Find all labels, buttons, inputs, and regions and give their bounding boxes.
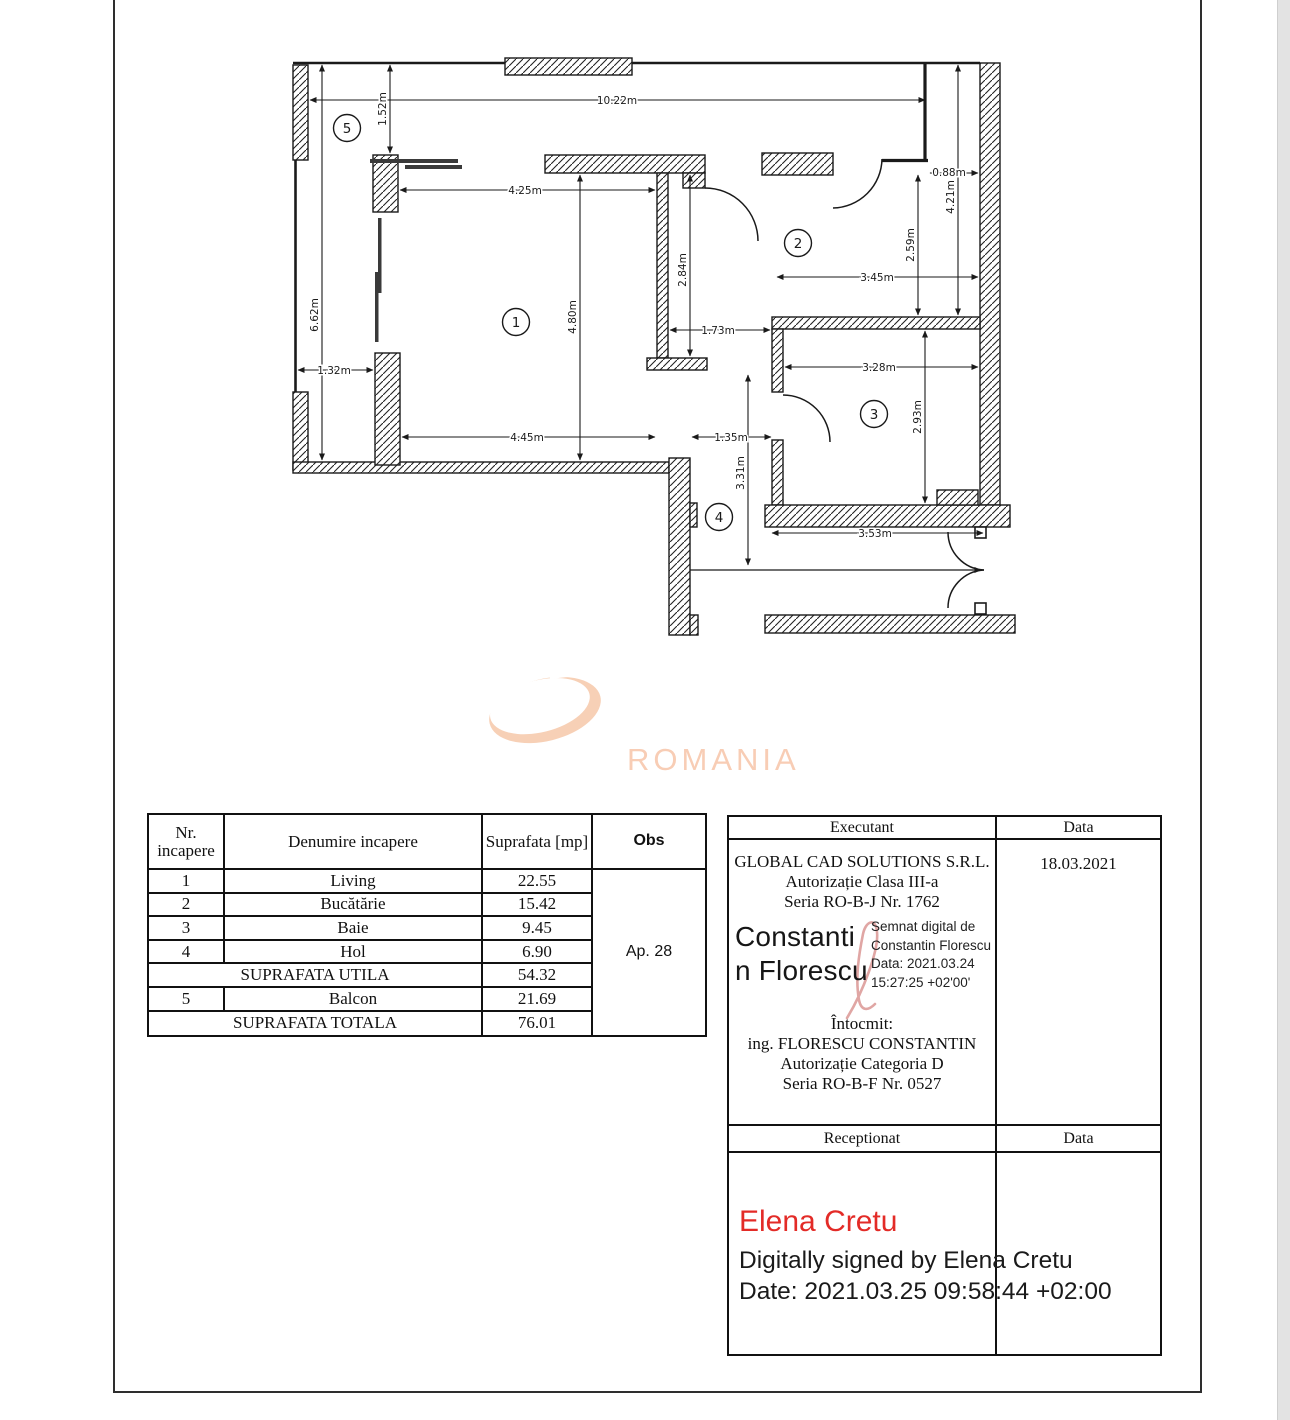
executant-header: Executant: [729, 817, 997, 840]
receiver-sign-date: Date: 2021.03.25 09:58:44 +02:00: [739, 1278, 1112, 1306]
dim-0-88: 0.88m: [932, 167, 966, 179]
table-cell-nr: 1: [149, 870, 225, 894]
dim-2-59: 2.59m: [905, 228, 917, 262]
areas-table: [147, 813, 707, 1037]
signature-table: [727, 815, 1162, 1356]
dim-3-45: 3.45m: [860, 272, 894, 284]
dim-3-31: 3.31m: [735, 456, 747, 490]
table-cell-area: 6.90: [483, 941, 593, 965]
table-cell-name: Hol: [225, 941, 483, 965]
table-cell-area: 9.45: [483, 917, 593, 941]
areas-header-area: Suprafata [mp]: [483, 815, 593, 870]
dim-1-35: 1.35m: [714, 432, 748, 444]
page-edge-strip: [1277, 0, 1290, 1420]
dim-10-22: 10.22m: [596, 95, 638, 107]
dim-3-28: 3.28m: [862, 362, 896, 374]
floor-plan: [285, 45, 1025, 645]
table-cell-area: 76.01: [483, 1012, 593, 1036]
room-circle-2: [785, 230, 812, 257]
room-circle-1: [503, 309, 530, 336]
executant-cell: [729, 840, 997, 1126]
dim-4-21: 4.21m: [945, 180, 957, 214]
room-circle-3: [861, 401, 888, 428]
receiver-name: Elena Cretu: [739, 1205, 898, 1238]
dim-4-45: 4.45m: [510, 432, 544, 444]
table-cell-nr: 4: [149, 941, 225, 965]
table-cell-name: Balcon: [225, 988, 483, 1012]
intocmit-label: Întocmit:: [830, 1014, 894, 1034]
hatched-walls: [293, 58, 1015, 635]
table-cell-area: 54.32: [483, 964, 593, 988]
table-cell-name: Bucătărie: [225, 894, 483, 918]
areas-header-name: Denumire incapere: [225, 815, 483, 870]
table-cell-suprafata-utila: SUPRAFATA UTILA: [149, 964, 483, 988]
table-cell-name: Living: [225, 870, 483, 894]
receiver-signed-by: Digitally signed by Elena Cretu: [739, 1247, 1073, 1274]
receptionat-header: Receptionat: [729, 1126, 997, 1153]
dim-1-52: 1.52m: [377, 92, 389, 126]
signature-details: Semnat digital de Constantin Florescu Data: 2021.03.24 15:27:25 +02'00': [871, 919, 992, 991]
room-number-1: 1: [511, 315, 521, 331]
table-cell-area: 22.55: [483, 870, 593, 894]
room-number-4: 4: [714, 510, 724, 526]
company-series: Seria RO-B-J Nr. 1762: [784, 892, 940, 912]
table-cell-suprafata-totala: SUPRAFATA TOTALA: [149, 1012, 483, 1036]
table-cell-nr: 2: [149, 894, 225, 918]
watermark-swoosh: [470, 660, 630, 770]
table-cell-nr: 3: [149, 917, 225, 941]
room-number-2: 2: [793, 236, 803, 252]
dim-3-53: 3.53m: [858, 528, 892, 540]
engineer-name: ing. FLORESCU CONSTANTIN: [747, 1034, 977, 1054]
engineer-authorization: Autorizație Categoria D: [780, 1054, 944, 1074]
room-number-5: 5: [342, 121, 352, 137]
door-arcs: [705, 159, 984, 608]
room-circle-5: [334, 115, 361, 142]
signer-name: Constanti n Florescu: [735, 921, 868, 987]
room-number-3: 3: [869, 407, 879, 423]
dim-2-84: 2.84m: [677, 253, 689, 287]
digital-signature-block: [729, 918, 995, 1014]
areas-header-nr: Nr. incapere: [149, 815, 225, 870]
areas-header-obs: Obs: [593, 815, 705, 870]
room-circle-4: [706, 504, 733, 531]
table-cell-nr: 5: [149, 988, 225, 1012]
company-authorization: Autorizație Clasa III-a: [785, 872, 939, 892]
engineer-series: Seria RO-B-F Nr. 0527: [782, 1074, 942, 1094]
receptionat-cell: [729, 1153, 1112, 1354]
data-header: Data: [997, 817, 1160, 840]
table-cell-area: 21.69: [483, 988, 593, 1012]
dim-1-32: 1.32m: [317, 365, 351, 377]
dimension-lines: [298, 65, 983, 565]
data-header-2: Data: [997, 1126, 1160, 1153]
company-name: GLOBAL CAD SOLUTIONS S.R.L.: [734, 852, 990, 871]
executant-date-cell: 18.03.2021: [997, 840, 1160, 1126]
dim-1-73: 1.73m: [701, 325, 735, 337]
obs-cell: Ap. 28: [625, 943, 673, 961]
table-cell-area: 15.42: [483, 894, 593, 918]
watermark-text: ROMANIA: [627, 742, 800, 777]
dim-2-93: 2.93m: [912, 400, 924, 434]
dim-4-25: 4.25m: [508, 185, 542, 197]
table-cell-name: Baie: [225, 917, 483, 941]
dim-6-62: 6.62m: [309, 298, 321, 332]
dim-4-80: 4.80m: [567, 300, 579, 334]
